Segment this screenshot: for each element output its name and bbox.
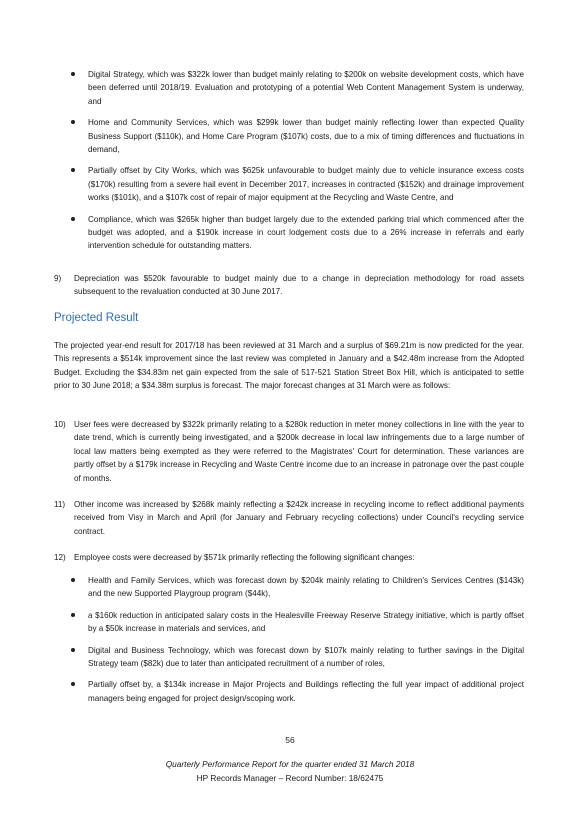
- item-text: Other income was increased by $268k mainly reflecting a $242k increase in recycling income to reflect additional payments received from Visy in March and April (for January and February recycling collections) under Council's recycling service contract.: [74, 500, 524, 536]
- projected-paragraph: The projected year-end result for 2017/18 has been reviewed at 31 March and a surplus of $69.21m is now predicted for the year. This represents a $514k improvement since the last review was completed in January and a $42.48m increase from the Adopted Budget. Excluding the $34.83m net gain expected from the sale of 517-521 Station Street Box Hill, which is anticipated to settle prior to 30 June 2018; a $34.38m surplus is forecast. The major forecast changes at 31 March were as follows:: [54, 341, 524, 391]
- footer-record-number: HP Records Manager – Record Number: 18/62475: [196, 773, 384, 783]
- page-number: 56: [285, 735, 295, 745]
- numbered-item-10: [54, 418, 524, 485]
- bullet-text: Partially offset by, a $134k increase in Major Projects and Buildings reflecting the full year impact of additional project managers being engaged for project design/scoping work.: [88, 680, 524, 703]
- section-heading: Projected Result: [54, 312, 139, 324]
- bullet-text: a $160k reduction in anticipated salary costs in the Healesville Freeway Reserve Strategy initiative, which is partly offset by a $50k increase in materials and services, and: [88, 610, 524, 634]
- bottom-bullet-list: [0, 574, 580, 705]
- item-text: User fees were decreased by $322k primarily relating to a $280k reduction in meter money collections in line with the year to date trend, which is currently being investigated, and a $200k decrease in local law infringements due to a large number of local law matters being exempted as they were referred to the Magistrates' Court for determination. These variances are partly offset by a $179k increase in Recycling and Waste Centre income due to an increase in patronage over the past couple of months.: [74, 420, 524, 483]
- bullet-text: Compliance, which was $265k higher than budget largely due to the extended parking trial which commenced after the budget was adopted, and a $190k increase in court lodgement costs due to a 26% increase in referrals and early intervention schedule for outstanding matters.: [88, 214, 524, 251]
- item-text: Depreciation was $520k favourable to budget mainly due to a change in depreciation methodology for road assets subsequent to the revaluation conducted at 30 June 2017.: [74, 274, 524, 297]
- numbered-item-11: [54, 498, 524, 538]
- list-item: [0, 644, 580, 671]
- list-item: [0, 68, 580, 108]
- bullet-icon: [71, 648, 75, 652]
- list-item: [0, 164, 580, 204]
- bullet-icon: [71, 217, 75, 221]
- item-number: 12): [54, 553, 66, 562]
- item-number: 10): [54, 420, 66, 429]
- footer-report-title: Quarterly Performance Report for the quarter ended 31 March 2018: [165, 759, 415, 769]
- bullet-text: Health and Family Services, which was forecast down by $204k mainly relating to Children's Services Centres ($143k) and the new Supported Playgroup program ($44k),: [88, 576, 524, 599]
- bullet-icon: [71, 120, 75, 124]
- list-item: [0, 609, 580, 636]
- numbered-item-9: [54, 272, 524, 299]
- list-item: [0, 678, 580, 705]
- item-text: Employee costs were decreased by $571k primarily reflecting the following significant changes:: [74, 553, 415, 562]
- bullet-icon: [71, 72, 75, 76]
- bullet-icon: [71, 168, 75, 172]
- list-item: [0, 574, 580, 601]
- bullet-text: Partially offset by City Works, which was $625k unfavourable to budget mainly due to vehicle insurance excess costs ($170k) resulting from a severe hail event in December 2017, increases in contracted ($152k) and drainage improvement works ($101k), and a $107k cost of repair of major equipment at the Recycling and Waste Centre, and: [88, 166, 524, 203]
- numbered-item-12: [54, 551, 524, 564]
- bullet-text: Home and Community Services, which was $299k lower than budget mainly reflecting lower than expected Quality Business Support ($110k), and Home Care Program ($107k) costs, due to a mix of timing differences and fluctuations in demand,: [88, 118, 524, 155]
- list-item: [0, 213, 580, 253]
- bullet-icon: [71, 578, 75, 582]
- top-bullet-list: [0, 68, 580, 253]
- item-number: 11): [54, 500, 66, 509]
- list-item: [0, 116, 580, 156]
- bullet-text: Digital Strategy, which was $322k lower than budget mainly relating to $200k on website development costs, which have been deferred until 2018/19. Evaluation and prototyping of a potential Web Content Management System is underway, and: [88, 70, 524, 106]
- item-number: 9): [54, 274, 62, 283]
- bullet-icon: [71, 613, 75, 617]
- bullet-icon: [71, 682, 75, 686]
- bullet-text: Digital and Business Technology, which was forecast down by $107k mainly relating to further savings in the Digital Strategy team ($82k) due to later than anticipated recruitment of a number of roles,: [88, 645, 524, 669]
